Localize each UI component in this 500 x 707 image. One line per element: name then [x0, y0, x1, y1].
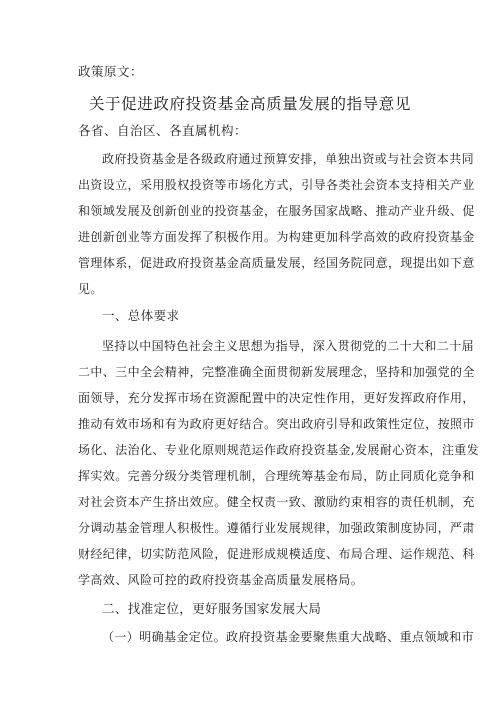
text-line: 对社会资本产生挤出效应。健全权责一致、激励约束相容的责任机制，充 [78, 495, 475, 509]
text-line: 推动有效市场和有为政府更好结合。突出政府引导和政策性定位，按照市 [78, 417, 475, 431]
text-line: 分调动基金管理人积极性。遵循行业发展规律，加强政策制度协同，严肃 [78, 521, 475, 535]
text-line: 学高效、风险可控的政府投资基金高质量发展格局。 [78, 573, 364, 587]
salutation: 各省、自治区、各直属机构： [78, 123, 248, 138]
text-line: 财经纪律，切实防范风险，促进形成规模适度、布局合理、运作规范、科 [78, 547, 475, 561]
document-title: 关于促进政府投资基金高质量发展的指导意见 [88, 95, 411, 113]
text-line: 和领域发展及创新创业的投资基金，在服务国家战略、推动产业升级、促 [78, 204, 475, 218]
text-line: 进创新创业等方面发挥了积极作用。为构建更加科学高效的政府投资基金 [78, 230, 475, 244]
text-line: 挥实效。完善分级分类管理机制，合理统筹基金布局，防止同质化竞争和 [78, 469, 475, 483]
section-heading-2: 二、找准定位，更好服务国家发展大局 [102, 601, 322, 616]
text-line: 场化、法治化、专业化原则规范运作政府投资基金,发展耐心资本，注重发 [78, 443, 480, 457]
text-line: 二中、三中全会精神，完整准确全面贯彻新发展理念，坚持和加强党的全 [78, 365, 475, 379]
text-line: 面领导，充分发挥市场在资源配置中的决定性作用，更好发挥政府作用， [78, 391, 475, 405]
text-line: （一）明确基金定位。政府投资基金要聚焦重大战略、重点领域和市 [102, 630, 475, 644]
paragraph-general-requirements [78, 333, 480, 593]
text-line: 见。 [78, 282, 103, 296]
text-line: 坚持以中国特色社会主义思想为指导，深入贯彻党的二十大和二十届 [102, 339, 475, 353]
policy-source-label: 政策原文： [78, 64, 144, 79]
section-heading-1: 一、总体要求 [102, 308, 180, 323]
paragraph-intro [78, 146, 475, 302]
text-line: 政府投资基金是各级政府通过预算安排，单独出资或与社会资本共同 [102, 152, 475, 166]
paragraph-fund-positioning [78, 624, 475, 650]
text-line: 出资设立，采用股权投资等市场化方式，引导各类社会资本支持相关产业 [78, 178, 475, 192]
text-line: 管理体系，促进政府投资基金高质量发展，经国务院同意，现提出如下意 [78, 256, 475, 270]
